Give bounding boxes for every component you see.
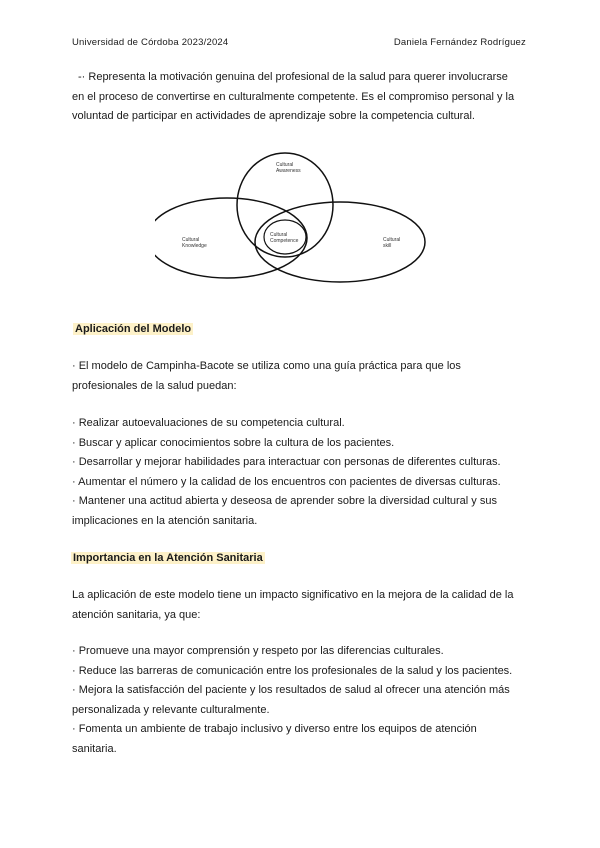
- label-skill-2: skill: [383, 243, 392, 249]
- section-heading-importancia: Importancia en la Atención Sanitaria: [73, 552, 263, 564]
- list-item: · Reduce las barreras de comunicación entre los profesionales de la salud y los pacientes.: [72, 664, 513, 677]
- list-item: · Buscar y aplicar conocimientos sobre la cultura de los pacientes.: [72, 436, 395, 449]
- intro-line: voluntad de participar en actividades de aprendizaje sobre la competencia cultural.: [72, 110, 475, 122]
- label-skill-1: Cultural: [383, 237, 401, 243]
- list-item: implicaciones en la atención sanitaria.: [72, 514, 258, 527]
- list-item: · Desarrollar y mejorar habilidades para interactuar con personas de diferentes culturas.: [72, 456, 501, 468]
- header-university: Universidad de Córdoba 2023/2024: [72, 37, 229, 48]
- paragraph-line: La aplicación de este modelo tiene un impacto significativo en la mejora de la calidad de la: [72, 589, 514, 601]
- label-knowledge-2: Knowledge: [182, 243, 207, 249]
- list-item: · Realizar autoevaluaciones de su competencia cultural.: [72, 417, 345, 429]
- list-item: · Aumentar el número y la calidad de los encuentros con pacientes de diversas culturas.: [72, 475, 501, 488]
- header-author: Daniela Fernández Rodríguez: [393, 37, 526, 48]
- list-item: · Promueve una mayor comprensión y respeto por las diferencias culturales.: [72, 645, 444, 657]
- list-item: personalizada y relevante culturalmente.: [72, 703, 270, 716]
- intro-line: -· Representa la motivación genuina del profesional de la salud para querer involucrarse: [78, 71, 508, 83]
- section1-bullet-list: [72, 414, 530, 531]
- intro-line: en el proceso de convertirse en culturalmente competente. Es el compromiso personal y la: [72, 90, 515, 103]
- label-knowledge-1: Cultural: [182, 237, 200, 243]
- label-competence-2: Competence: [270, 238, 299, 244]
- section2-bullet-list: [72, 642, 530, 759]
- list-item: · Mejora la satisfacción del paciente y los resultados de salud al ofrecer una atención más: [72, 684, 510, 696]
- list-item: sanitaria.: [72, 742, 117, 755]
- list-item: · Mantener una actitud abierta y deseosa de aprender sobre la diversidad cultural y sus: [72, 495, 497, 507]
- paragraph-line: · El modelo de Campinha-Bacote se utiliza como una guía práctica para que los: [72, 360, 461, 372]
- label-competence-1: Cultural: [270, 232, 288, 238]
- label-awareness-2: Awareness: [276, 168, 301, 174]
- list-item: · Fomenta un ambiente de trabajo inclusivo y diverso entre los equipos de atención: [72, 723, 477, 735]
- label-awareness-1: Cultural: [276, 162, 294, 168]
- paragraph-line: profesionales de la salud puedan:: [72, 379, 237, 392]
- cultural-competence-venn-diagram: [155, 150, 445, 290]
- section2-intro: [72, 586, 530, 625]
- section-heading-aplicacion: Aplicación del Modelo: [75, 323, 192, 335]
- section1-intro: [72, 357, 530, 396]
- paragraph-line: atención sanitaria, ya que:: [72, 608, 201, 621]
- intro-paragraph: [72, 68, 530, 127]
